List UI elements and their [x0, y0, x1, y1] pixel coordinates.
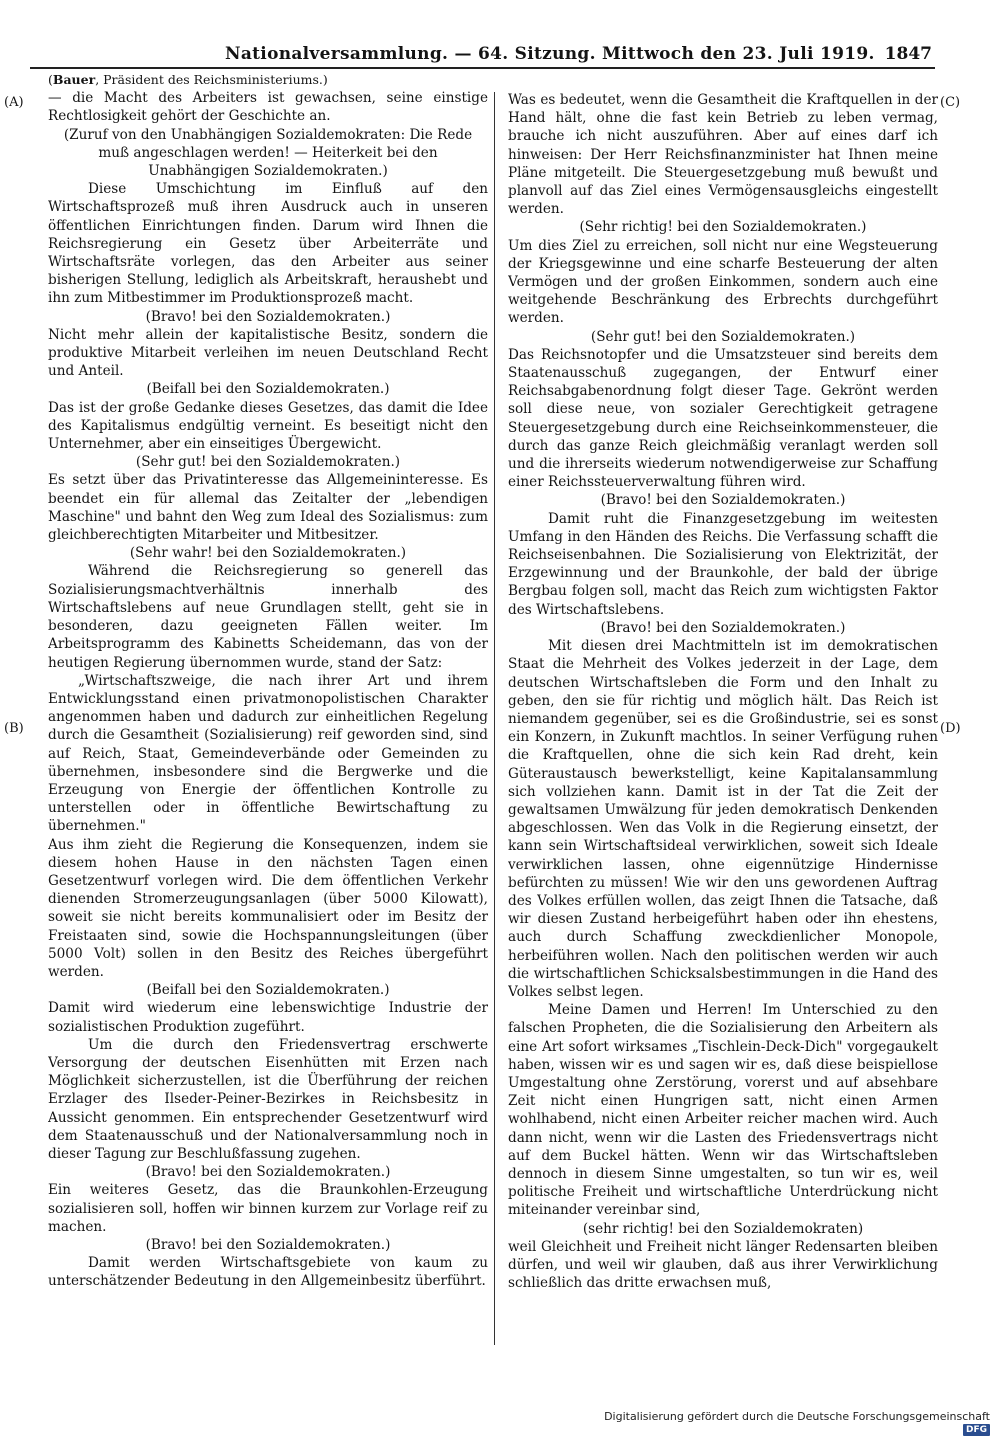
speaker-role: , Präsident des Reichsministeriums.) — [95, 72, 328, 87]
page-title: Nationalversammlung. — 64. Sitzung. Mittwoch den 23. Juli 1919. — [225, 44, 875, 64]
paragraph: Aus ihm zieht die Regierung die Konsequenzen, indem sie diesem hohen Hause in den nächsten Tagen einen Gesetzentwurf vorlegen wird. Die dem öffentlichen Verkehr dienenden Stromerzeugungsanlagen (über 5000 Kilowatt), soweit sie nicht bereits kommunalisiert oder im Besitz der Freistaaten sind, sowie die Hochspannungsleitungen (über 5000 Volt) sollen in den Besitz des Reiches übergeführt werden. — [48, 836, 488, 980]
paragraph: Ein weiteres Gesetz, das die Braunkohlen-Erzeugung sozialisieren soll, hoffen wir binnen kurzem zur Vorlage reif zu machen. — [48, 1182, 488, 1235]
speaker-attribution — [48, 71, 488, 89]
paragraph: Meine Damen und Herren! Im Unterschied zu den falschen Propheten, die die Sozialisierung den Arbeitern als eine Art sofort wirksames „Tischlein-Deck-Dich" vorgegaukelt haben, wissen wir es und sagen wir es, daß diese beispiellose Umgestaltung ohne Zerstörung, vorerst und auf absehbare Zeit nicht einen Hungrigen satt, nicht einen Armen wohlhabend, nicht einen Arbeiter reicher machen wird. Auch dann nicht, wenn wir die Lasten des Friedensvertrags nicht auf dem Buckel hätten. Wenn wir das Wirtschaftsleben dennoch in diesem Sinne umgestalten, so tun wir es, weil politische Freiheit und wirtschaftliche Unterdrückung nicht miteinander vereinbar sind, — [508, 1002, 938, 1219]
interjection: (sehr richtig! bei den Sozialdemokraten) — [582, 1220, 864, 1237]
paragraph: Was es bedeutet, wenn die Gesamtheit die Kraftquellen in der Hand hält, ohne die fast kein Betrieb zu leben vermag, brauche ich nicht auszuführen. Aber auf eines darf ich hinweisen: Der Herr Reichsfinanzminister hat Ihnen meine Pläne mitgeteilt. Die Steuergesetzgebung muß bewußt und planvoll auf das Ziel eines Vermögensausgleichs eingestellt werden. — [508, 92, 938, 218]
speaker-open-paren: ( — [48, 72, 53, 87]
paragraph: Damit wird wiederum eine lebenswichtige Industrie der sozialistischen Produktion zugeführt. — [48, 1000, 488, 1035]
paragraph: Nicht mehr allein der kapitalistische Besitz, sondern die produktive Mitarbeit verleihen im neuen Deutschland Recht und Anteil. — [48, 326, 488, 380]
margin-mark-c: (C) — [940, 95, 961, 110]
interjection: (Sehr gut! bei den Sozialdemokraten.) — [590, 328, 856, 345]
paragraph: Um die durch den Friedensvertrag erschwerte Versorgung der deutschen Eisenhütten mit Erzen nach Möglichkeit sicherzustellen, ist die Überführung der reichen Erzlager des Ilseder-Peiner-Bezirkes in Reichsbesitz in Aussicht genommen. Ein entsprechender Gesetzentwurf wird dem Staatenausschuß und der Nationalversammlung noch in dieser Tagung zur Beschlußfassung zugehen. — [48, 1036, 488, 1162]
interjection: (Zuruf von den Unabhängigen Sozialdemokraten: Die Rede muß angeschlagen werden! — Heiterkeit bei den Unabhängigen Sozialdemokraten.) — [63, 126, 473, 180]
interjection: (Sehr wahr! bei den Sozialdemokraten.) — [129, 545, 407, 562]
paragraph: Damit ruht die Finanzgesetzgebung im weitesten Umfang in den Händen des Reichs. Die Verfassung schafft die Reichseisenbahnen. Die Sozialisierung von Elektrizität, der Erzgewinnung und der Braunkohle, der bald der übrige Bergbau folgen soll, macht das Reich zum wichtigsten Faktor des Wirtschaftslebens. — [508, 510, 938, 618]
paragraph: Während die Reichsregierung so generell das Sozialisierungsmachtverhältnis innerhalb des Wirtschaftslebens auf neue Grundlagen stellt, geht sie in besonderen, dazu geeigneten Fällen weiter. Im Arbeitsprogramm des Kabinetts Scheidemann, das von der heutigen Regierung übernommen wurde, stand der Satz: — [48, 563, 488, 671]
footer — [600, 1410, 990, 1435]
interjection: (Beifall bei den Sozialdemokraten.) — [146, 982, 390, 999]
interjection: (Beifall bei den Sozialdemokraten.) — [146, 381, 390, 398]
page-number: 1847 — [884, 44, 932, 64]
paragraph: Diese Umschichtung im Einfluß auf den Wirtschaftsprozeß muß ihren Ausdruck auch in unseren öffentlichen Einrichtungen finden. Darum wird Ihnen die Reichsregierung ein Gesetz über Arbeiterräte und Wirtschaftsräte vorlegen, das den Arbeiter aus seiner bisherigen Stellung, lediglich als Arbeitskraft, heraushebt und ihn zum Mitbestimmer im Produktionsprozeß macht. — [48, 181, 488, 307]
interjection: (Bravo! bei den Sozialdemokraten.) — [600, 492, 846, 509]
paragraph: Es setzt über das Privatinteresse das Allgemeininteresse. Es beendet ein für allemal das Zeitalter der „lebendigen Maschine" und bahnt den Weg zum Ideal des Sozialismus: zum gleichberechtigten Mitarbeiter und Mitbesitzer. — [48, 472, 488, 544]
interjection: (Bravo! bei den Sozialdemokraten.) — [145, 1164, 391, 1181]
paragraph: Mit diesen drei Machtmitteln ist im demokratischen Staat die Mehrheit des Volkes jederzeit in der Lage, dem deutschen Wirtschaftsleben die Form und den Inhalt zu geben, den sie für richtig und möglich hält. Das Reich ist niemandem gegenüber, sei es die Großindustrie, sei es sonst ein Konzern, in Zukunft machtlos. In seiner Verfügung ruhen die Kraftquellen, ohne die sich kein Rad dreht, kein Güteraustausch bewerkstelligt, keine Kapitalansammlung sich vollziehen kann. Damit ist in der Tat die Zeit der gewaltsamen Umwälzung für jeden demokratisch Denkenden abgeschlossen. Wen das Volk in die Regierung einsetzt, der kann sein Wirtschaftsideal verwirklichen, soweit sich Ideale verwirklichen lassen, ohne eigennützige Hindernisse befürchten zu müssen! Wie wir den uns gewordenen Auftrag des Volkes erfüllen wollen, das zeigt Ihnen die Tatsache, daß wir diesen Zustand herbeigeführt haben oder ihn ehestens, auch durch Schaffung zweckdienlicher Monopole, herbeiführen wollen. Nach den politischen werden wir auch die wirtschaftlichen Schicksalsbestimmungen in die Hand des Volkes selbst legen. — [508, 638, 938, 1000]
interjection: (Bravo! bei den Sozialdemokraten.) — [600, 619, 846, 636]
interjection: (Sehr richtig! bei den Sozialdemokraten.) — [579, 219, 867, 236]
column-divider — [494, 92, 495, 1345]
funding-note: Digitalisierung gefördert durch die Deutsche Forschungsgemeinschaft — [604, 1410, 990, 1423]
left-column — [48, 71, 488, 1356]
quoted-passage: „Wirtschaftszweige, die nach ihrer Art und ihrem Entwicklungsstand einen privatmonopolistischen Charakter angenommen haben und dadurch zur einheitlichen Regelung durch die Gesamtheit (Sozialisierung) reif geworden sind, sind auf Reich, Staat, Gemeindeverbände oder Gemeinden zu übernehmen, insbesondere sind die Bergwerke und die Erzeugung von Energie der öffentlichen Kontrolle zu unterstellen oder in öffentliche Bewirtschaftung zu übernehmen." — [48, 672, 488, 835]
margin-mark-b: (B) — [4, 721, 24, 736]
interjection: (Sehr gut! bei den Sozialdemokraten.) — [135, 454, 401, 471]
interjection: (Bravo! bei den Sozialdemokraten.) — [145, 1237, 391, 1253]
paragraph: — die Macht des Arbeiters ist gewachsen, seine einstige Rechtlosigkeit gehört der Geschichte an. — [48, 90, 488, 125]
paragraph: Das Reichsnotopfer und die Umsatzsteuer sind bereits dem Staatenausschuß zugegangen, der Entwurf einer Reichsabgabenordnung folgt dieser Tage. Gekrönt werden soll diese neue, von sozialer Gerechtigkeit getragene Steuergesetzgebung durch eine Reichseinkommensteuer, die durch das ganze Reich gleichmäßig veranlagt werden soll und die ihrerseits wiederum notwendigerweise zur Schaffung einer Reichssteuerverwaltung führen wird. — [508, 346, 938, 491]
paragraph: Damit werden Wirtschaftsgebiete von kaum zu unterschätzender Bedeutung in den Allgemeinbesitz überführt. — [48, 1255, 488, 1290]
margin-mark-d: (D) — [940, 721, 961, 736]
paragraph: weil Gleichheit und Freiheit nicht länger Redensarten bleiben dürfen, und weil wir glauben, daß aus ihrer Verwirklichung schließlich das dritte erwachsen muß, — [508, 1238, 938, 1292]
interjection: (Bravo! bei den Sozialdemokraten.) — [145, 308, 391, 325]
paragraph: Um dies Ziel zu erreichen, soll nicht nur eine Wegsteuerung der Kriegsgewinne und eine scharfe Besteuerung der alten Vermögen und der großen Einkommen, sondern auch eine weitgehende Beschränkung des Erbrechts durchgeführt werden. — [508, 237, 938, 327]
page-header — [0, 0, 1000, 80]
dfg-logo: DFG — [963, 1424, 990, 1436]
margin-mark-a: (A) — [4, 95, 24, 110]
header-rule — [30, 67, 935, 69]
paragraph: Das ist der große Gedanke dieses Gesetzes, das damit die Idee des Kapitalismus endgültig verneint. Es beseitigt nicht den Unternehmer, aber ein einseitiges Übergewicht. — [48, 399, 488, 453]
right-column — [508, 91, 938, 1356]
speaker-name: Bauer — [52, 72, 96, 87]
